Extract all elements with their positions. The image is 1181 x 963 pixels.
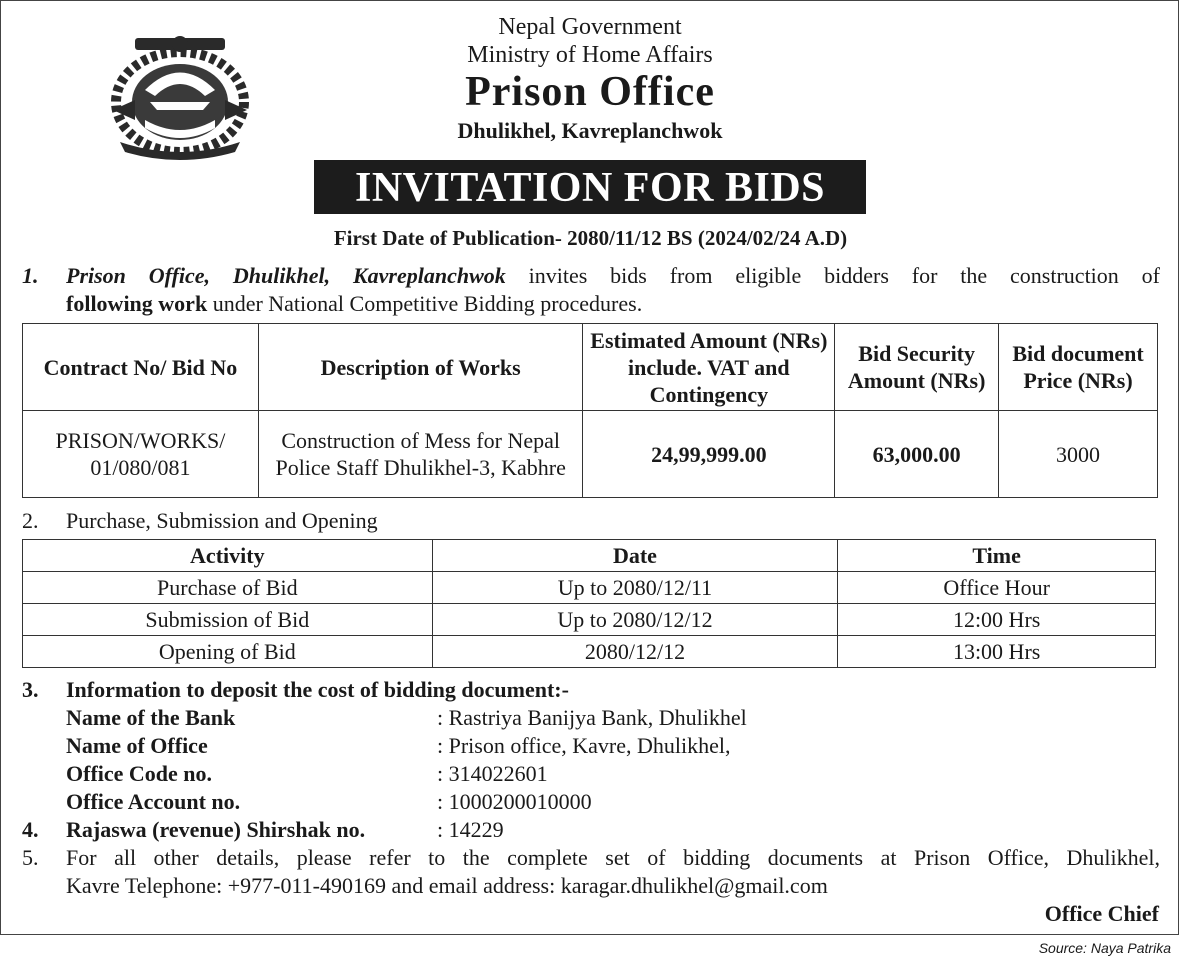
works-header-description: Description of Works [258,324,583,411]
office-name-label: Name of Office [66,733,208,758]
table-row [23,636,1156,668]
section-2-label: Purchase, Submission and Opening [66,508,378,533]
source-credit: Source: Naya Patrika [1038,940,1171,956]
notice-title: INVITATION FOR BIDS [314,160,866,214]
section-1-line-2 [66,291,642,317]
revenue-label: Rajaswa (revenue) Shirshak no. [66,817,366,842]
works-estimated-amount: 24,99,999.00 [583,411,835,498]
table-row [23,604,1156,636]
government-name: Nepal Government [498,14,682,40]
account-no-value: : 1000200010000 [437,789,592,814]
section-1-number: 1. [22,263,39,288]
table-row [23,411,1158,498]
schedule-header-time: Time [838,540,1156,572]
works-header-security: Bid Security Amount (NRs) [835,324,999,411]
works-security-amount: 63,000.00 [835,411,999,498]
office-location: Dhulikhel, Kavreplanchwok [457,118,723,143]
schedule-header-date: Date [432,540,838,572]
office-code-label: Office Code no. [66,761,213,786]
works-description: Construction of Mess for Nepal Police Staff Dhulikhel-3, Kabhre [258,411,583,498]
section-1-line-1 [66,263,1160,289]
schedule-activity: Purchase of Bid [23,572,433,604]
section-5-line-1: For all other details, please refer to the complete set of bidding documents at Prison Office, Dhulikhel, [66,845,1160,870]
bank-name-value: : Rastriya Banijya Bank, Dhulikhel [437,705,747,730]
section-1-issuer: Prison Office, Dhulikhel, Kavreplanchwok [66,263,506,288]
office-code-value: : 314022601 [437,761,548,786]
publication-date: First Date of Publication- 2080/11/12 BS (2024/02/24 A.D) [333,226,848,250]
nepal-government-emblem-icon [105,30,255,160]
schedule-time: Office Hour [838,572,1156,604]
schedule-activity: Submission of Bid [23,604,433,636]
schedule-time: 12:00 Hrs [838,604,1156,636]
bank-name-label: Name of the Bank [66,705,236,730]
account-no-label: Office Account no. [66,789,241,814]
section-5-line-2: Kavre Telephone: +977-011-490169 and email address: karagar.dhulikhel@gmail.com [66,873,828,898]
schedule-table [22,539,1156,668]
section-5-number: 5. [22,845,39,870]
section-3-number: 3. [22,677,39,702]
revenue-value: : 14229 [437,817,504,842]
section-2-number: 2. [22,508,39,533]
works-header-price: Bid document Price (NRs) [999,324,1158,411]
table-row [23,572,1156,604]
works-document-price: 3000 [999,411,1158,498]
schedule-activity: Opening of Bid [23,636,433,668]
schedule-time: 13:00 Hrs [838,636,1156,668]
ministry-name: Ministry of Home Affairs [467,42,713,68]
office-title: Prison Office [465,69,715,115]
section-3-heading: Information to deposit the cost of bidding document:- [66,677,569,702]
schedule-date: Up to 2080/12/11 [432,572,838,604]
section-1-bold: following work [66,291,208,316]
schedule-date: Up to 2080/12/12 [432,604,838,636]
works-table-header [23,324,1158,411]
works-contract-no: PRISON/WORKS/ 01/080/081 [23,411,259,498]
schedule-header-activity: Activity [23,540,433,572]
section-4-number: 4. [22,817,39,842]
office-name-value: : Prison office, Kavre, Dhulikhel, [437,733,731,758]
section-1-text-2: under National Competitive Bidding procedures. [207,291,643,316]
schedule-header [23,540,1156,572]
signature: Office Chief [1044,901,1159,926]
works-table [22,323,1158,498]
works-header-estimated: Estimated Amount (NRs) include. VAT and Contingency [583,324,835,411]
works-header-contract: Contract No/ Bid No [23,324,259,411]
section-1-text-1: invites bids from eligible bidders for the construction of [505,263,1160,288]
schedule-date: 2080/12/12 [432,636,838,668]
